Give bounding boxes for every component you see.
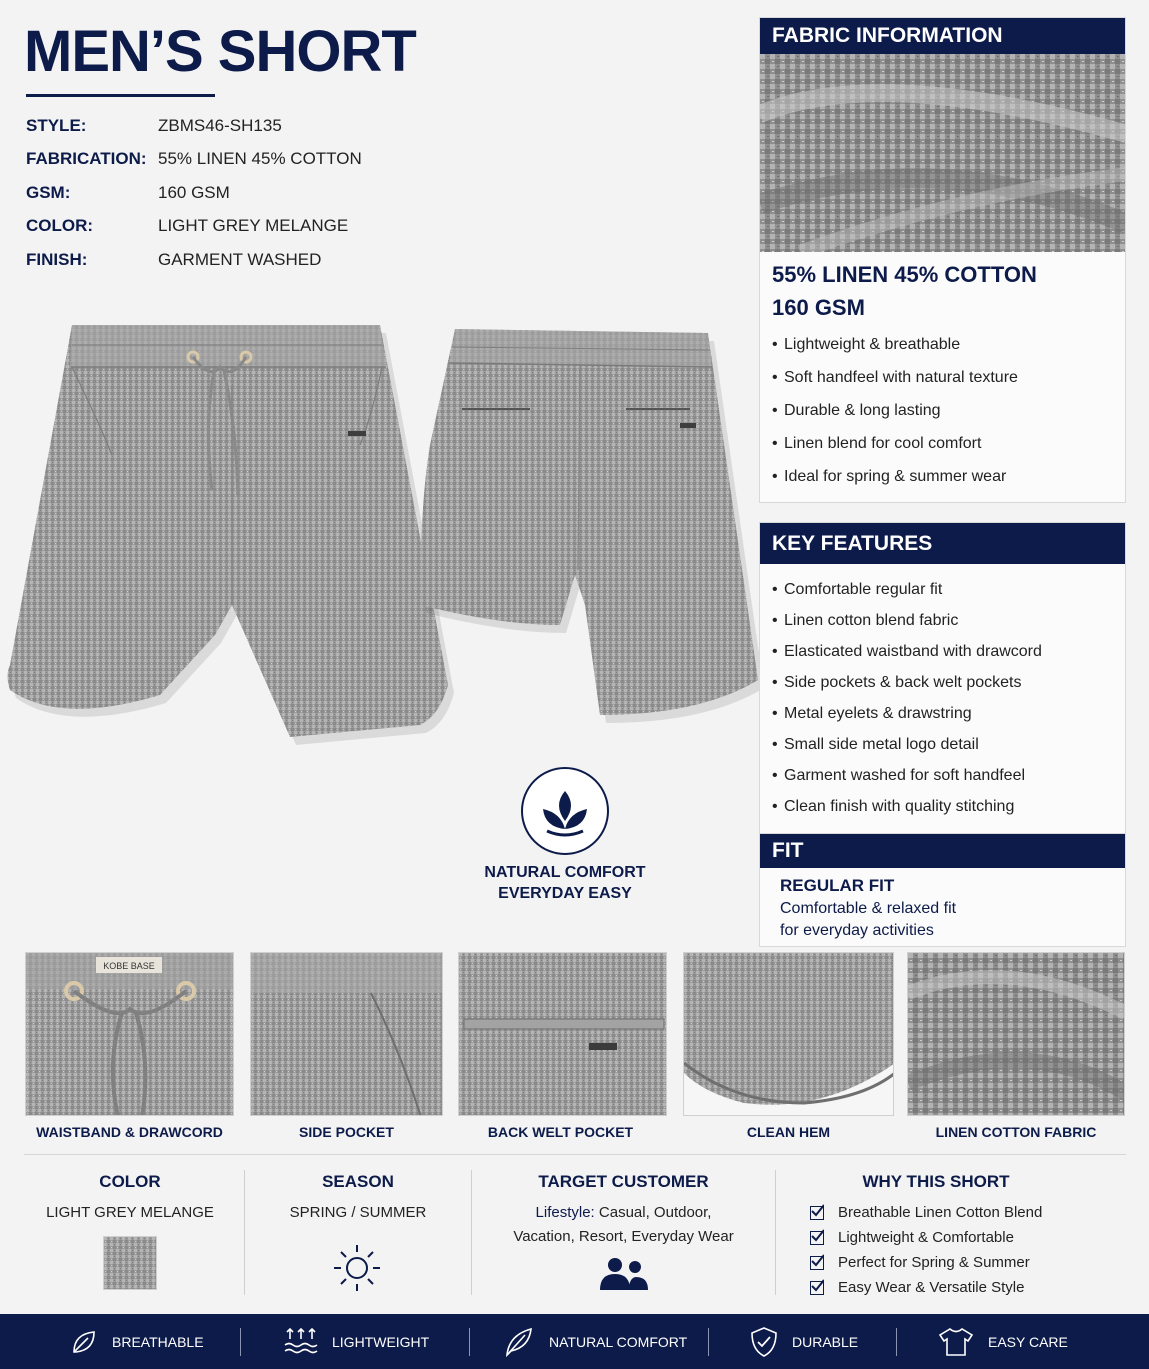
tshirt-icon	[938, 1327, 974, 1357]
footer-divider	[896, 1328, 897, 1356]
key-features-panel	[759, 522, 1126, 834]
spec-value: LIGHT GREY MELANGE	[158, 216, 349, 235]
fabric-info-heading: FABRIC INFORMATION	[760, 18, 1125, 54]
list-item	[810, 1275, 1042, 1300]
lifestyle-value: Casual, Outdoor,	[594, 1204, 712, 1221]
leaf-outline-icon	[70, 1328, 98, 1356]
section-divider	[24, 1154, 1126, 1155]
list-item: • Small side metal logo detail	[772, 729, 1125, 760]
why-item-label: Lightweight & Comfortable	[838, 1229, 1014, 1246]
shorts-product-image	[0, 305, 760, 765]
list-item: • Durable & long lasting	[772, 394, 1125, 427]
thumb-label-waistband: WAISTBAND & DRAWCORD	[36, 1124, 223, 1140]
list-item: • Garment washed for soft handfeel	[772, 760, 1125, 791]
list-item: • Clean finish with quality stitching	[772, 791, 1125, 822]
footer-divider	[708, 1328, 709, 1356]
color-swatch	[103, 1236, 157, 1290]
list-item: • Soft handfeel with natural texture	[772, 361, 1125, 394]
spec-label: STYLE:	[26, 116, 87, 135]
color-value: LIGHT GREY MELANGE	[46, 1204, 214, 1221]
fit-heading: FIT	[760, 834, 1125, 868]
waistband-image	[26, 953, 234, 1116]
back-welt-pocket-thumbnail	[458, 952, 667, 1116]
why-item-label: Perfect for Spring & Summer	[838, 1254, 1030, 1271]
checkbox-icon	[810, 1206, 824, 1220]
spec-label: GSM:	[26, 183, 71, 202]
users-icon	[598, 1256, 650, 1292]
fabric-composition: 55% LINEN 45% COTTON	[772, 262, 1037, 287]
back-short-image	[420, 329, 760, 723]
fit-line-2: for everyday activities	[780, 922, 934, 939]
natural-comfort-badge	[521, 767, 609, 855]
side-pocket-thumbnail	[250, 952, 443, 1116]
spec-label: FINISH:	[26, 250, 88, 269]
footer-label: EASY CARE	[988, 1333, 1068, 1350]
back-welt-pocket-image	[459, 953, 667, 1116]
page-title: MEN’S SHORT	[24, 19, 416, 84]
checkbox-icon	[810, 1256, 824, 1270]
checkbox-icon	[810, 1231, 824, 1245]
fit-title: REGULAR FIT	[780, 876, 895, 895]
footer-label: LIGHTWEIGHT	[332, 1333, 430, 1350]
side-pocket-image	[251, 953, 443, 1116]
air-waves-icon	[284, 1327, 318, 1357]
spec-label: COLOR:	[26, 216, 94, 235]
season-value: SPRING / SUMMER	[289, 1204, 427, 1221]
target-title: TARGET CUSTOMER	[538, 1172, 709, 1191]
spec-value: 160 GSM	[158, 183, 230, 202]
clean-hem-thumbnail	[683, 952, 894, 1116]
why-title: WHY THIS SHORT	[862, 1172, 1010, 1191]
footer-item-natural-comfort	[503, 1314, 687, 1369]
why-item-label: Breathable Linen Cotton Blend	[838, 1204, 1043, 1221]
list-item: • Comfortable regular fit	[772, 574, 1125, 605]
fabric-bullet-list	[772, 328, 1125, 493]
spec-value: 55% LINEN 45% COTTON	[158, 149, 362, 168]
waistband-thumbnail	[25, 952, 234, 1116]
thumb-label-fabric: LINEN COTTON FABRIC	[935, 1124, 1097, 1140]
footer-item-lightweight	[284, 1314, 429, 1369]
list-item	[810, 1200, 1042, 1225]
list-item	[810, 1250, 1042, 1275]
footer-label: BREATHABLE	[112, 1333, 204, 1350]
waistband-label-text: KOBE BASE	[103, 961, 155, 971]
fabric-gsm: 160 GSM	[772, 295, 865, 320]
list-item	[810, 1225, 1042, 1250]
spec-value: GARMENT WASHED	[158, 250, 322, 269]
badge-line-1: NATURAL COMFORT	[484, 864, 646, 881]
thumb-label-side-pocket: SIDE POCKET	[299, 1124, 394, 1140]
why-item-label: Easy Wear & Versatile Style	[838, 1279, 1025, 1296]
list-item: • Linen blend for cool comfort	[772, 427, 1125, 460]
list-item: • Side pockets & back welt pockets	[772, 667, 1125, 698]
spec-label: FABRICATION:	[26, 149, 147, 168]
badge-line-2: EVERYDAY EASY	[498, 885, 632, 902]
season-title: SEASON	[322, 1172, 394, 1191]
footer-item-breathable	[70, 1314, 204, 1369]
checkbox-icon	[810, 1281, 824, 1295]
features-bullet-list	[772, 574, 1125, 822]
clean-hem-image	[684, 953, 894, 1116]
list-item: • Lightweight & breathable	[772, 328, 1125, 361]
fabric-info-panel	[759, 17, 1126, 503]
fabric-thumbnail	[907, 952, 1125, 1116]
fit-panel	[759, 833, 1126, 947]
footer-bar	[0, 1314, 1149, 1369]
footer-label: NATURAL COMFORT	[549, 1333, 688, 1350]
fabric-image	[908, 953, 1125, 1116]
footer-item-durable	[750, 1314, 858, 1369]
target-lifestyle	[472, 1204, 775, 1221]
sun-icon	[331, 1242, 383, 1294]
why-checklist	[810, 1200, 1042, 1300]
footer-divider	[469, 1328, 470, 1356]
spec-value: ZBMS46-SH135	[158, 116, 282, 135]
footer-label: DURABLE	[792, 1333, 859, 1350]
fit-line-1: Comfortable & relaxed fit	[780, 900, 957, 917]
badge-caption	[465, 862, 665, 904]
fabric-texture	[760, 54, 1125, 252]
list-item: • Elasticated waistband with drawcord	[772, 636, 1125, 667]
shield-check-icon	[750, 1326, 778, 1358]
footer-item-easy-care	[938, 1314, 1068, 1369]
key-features-heading: KEY FEATURES	[760, 523, 1125, 564]
front-short-image	[8, 325, 455, 745]
title-underline	[26, 94, 215, 97]
color-title: COLOR	[99, 1172, 161, 1191]
footer-divider	[240, 1328, 241, 1356]
feather-icon	[503, 1327, 535, 1357]
thumb-label-back-welt: BACK WELT POCKET	[487, 1124, 634, 1140]
list-item: • Linen cotton blend fabric	[772, 605, 1125, 636]
target-line-2: Vacation, Resort, Everyday Wear	[513, 1228, 734, 1245]
list-item: • Ideal for spring & summer wear	[772, 460, 1125, 493]
fabric-closeup-image	[760, 54, 1125, 252]
thumb-label-clean-hem: CLEAN HEM	[746, 1124, 831, 1140]
leaf-icon	[523, 769, 607, 853]
lifestyle-label: Lifestyle:	[535, 1204, 595, 1221]
list-item: • Metal eyelets & drawstring	[772, 698, 1125, 729]
swatch-texture	[104, 1237, 157, 1290]
